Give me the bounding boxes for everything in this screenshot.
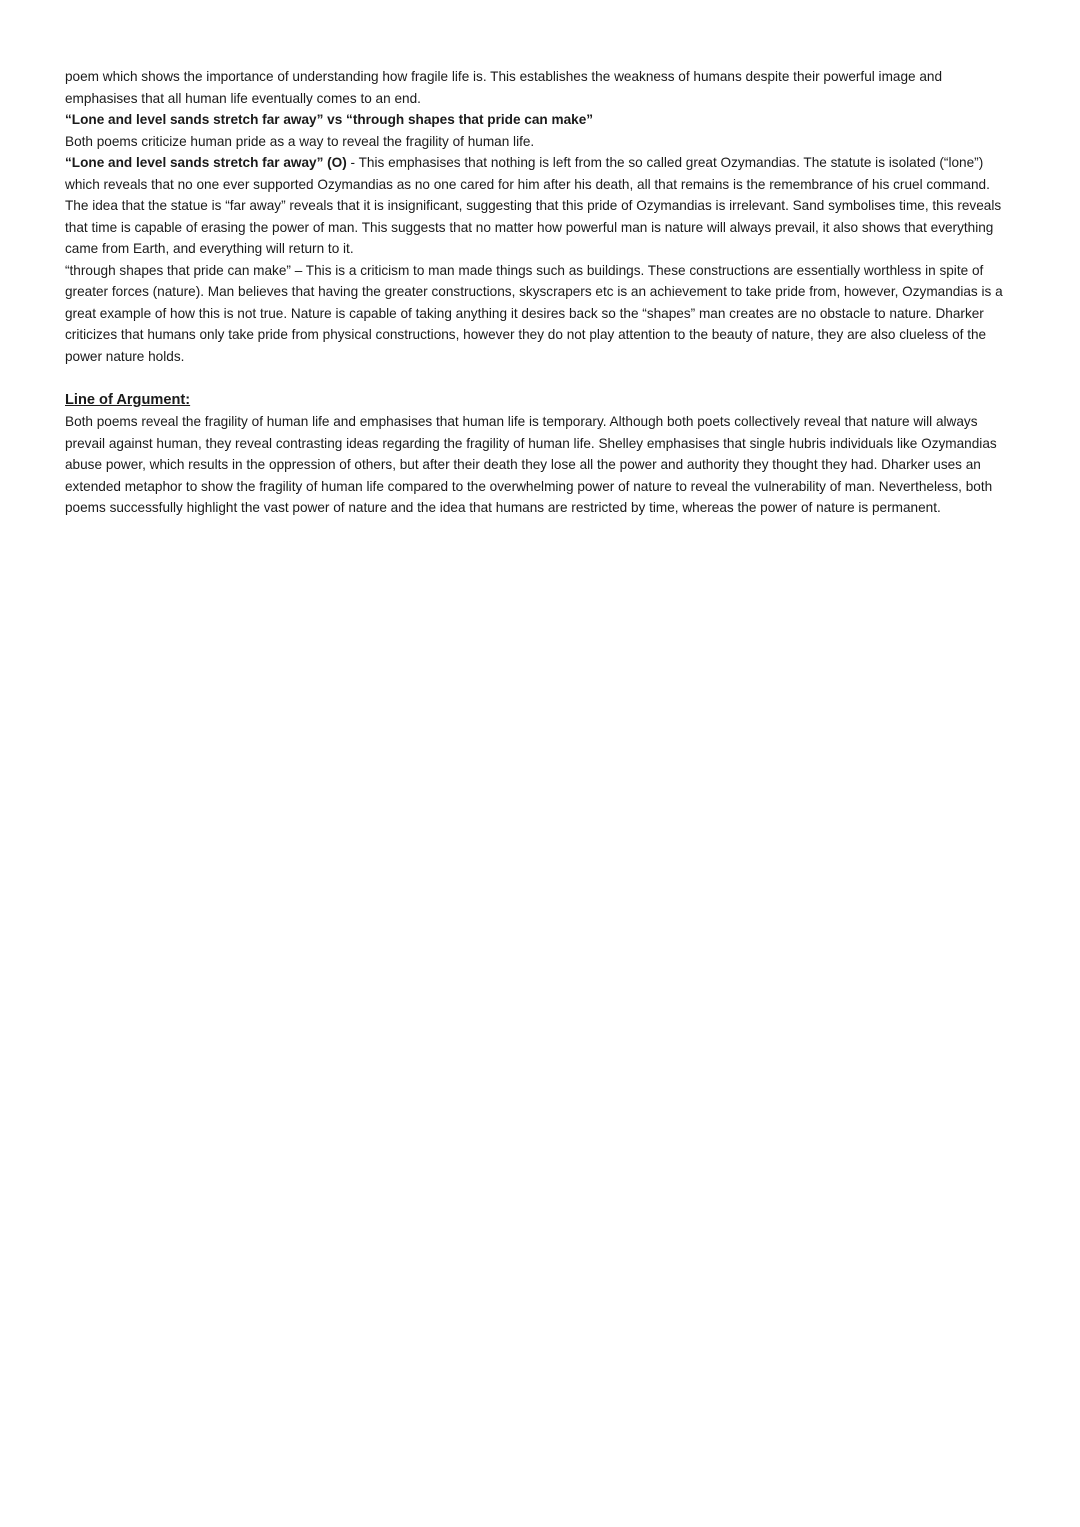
document-page (65, 66, 1015, 519)
quote2-paragraph: “through shapes that pride can make” – This is a criticism to man made things such as buildings. These constructions are essentially worthless in spite of greater forces (nature). Man believes that having the greater constructions, skyscrapers etc is an achievement to take pride from, however, Ozymandias is a great example of how this is not true. Nature is capable of taking anything it desires back so the “shapes” man creates are no obstacle to nature. Dharker criticizes that humans only take pride from physical constructions, however they do not play attention to the beauty of nature, they are also clueless of the power nature holds. (65, 262, 1003, 364)
quote1-text: - This emphasises that nothing is left from the so called great Ozymandias. The statute is isolated (“lone”) which reveals that no one ever supported Ozymandias as no one cared for him after his death, all that remains is the remembrance of his cruel command. The idea that the statue is “far away” reveals that it is insignificant, suggesting that this pride of Ozymandias is irrelevant. Sand symbolises time, this reveals that time is capable of erasing the power of man. This suggests that no matter how powerful man is nature will always prevail, it also shows that everything came from Earth, and everything will return to it. (65, 155, 1002, 256)
quote1-paragraph (65, 152, 1015, 260)
comparison-heading: “Lone and level sands stretch far away” vs “through shapes that pride can make” (65, 112, 594, 127)
argument-heading: Line of Argument: (65, 392, 191, 408)
section-spacer (65, 367, 1015, 389)
quote1-label: “Lone and level sands stretch far away” (O) (65, 155, 347, 170)
intro-paragraph: poem which shows the importance of understanding how fragile life is. This establishes the weakness of humans despite their powerful image and emphasises that all human life eventually comes to an end. (65, 69, 943, 106)
argument-paragraph: Both poems reveal the fragility of human life and emphasises that human life is temporary. Although both poets collectively reveal that nature will always prevail against human, they reveal contrasting ideas regarding the fragility of human life. Shelley emphasises that single hubris individuals like Ozymandias abuse power, which results in the oppression of others, but after their death they lose all the power and authority they thought they had. Dharker uses an extended metaphor to show the fragility of human life compared to the overwhelming power of nature to reveal the vulnerability of man. Nevertheless, both poems successfully highlight the vast power of nature and the idea that humans are restricted by time, whereas the power of nature is permanent. (65, 414, 997, 515)
comparison-summary: Both poems criticize human pride as a way to reveal the fragility of human life. (65, 133, 535, 149)
